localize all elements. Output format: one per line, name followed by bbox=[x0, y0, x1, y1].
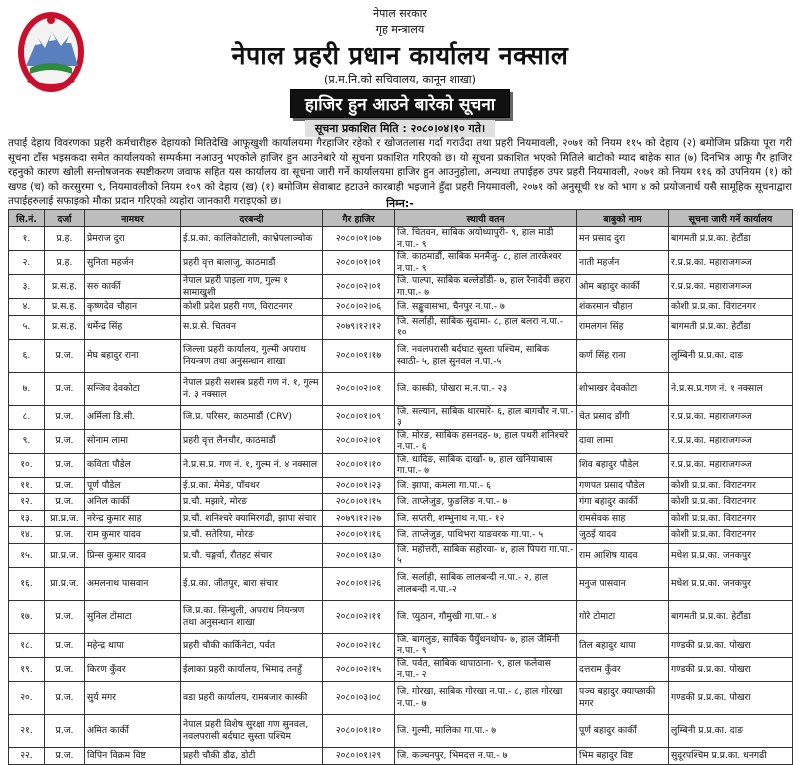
issuing-office-cell: बागमती प्र.प्र.का. हेटौंडा bbox=[669, 600, 793, 633]
posting-cell: प्र.चौ. चङ्गर्वा, रौतहट संचार bbox=[181, 543, 323, 567]
name-cell: किरण कुँवर bbox=[85, 657, 181, 681]
absent-date-cell: २०८०।०१।१५ bbox=[323, 494, 395, 511]
table-row bbox=[9, 315, 793, 339]
column-header: दर्जा bbox=[45, 210, 85, 227]
table-row bbox=[9, 405, 793, 429]
rank-cell: प्र.ज. bbox=[45, 600, 85, 633]
posting-cell: स.प्र.से. चितवन bbox=[181, 315, 323, 339]
address-cell: जि. ताप्लेजुङ, पाथिभरा याङवरक गा.पा.- ५ bbox=[395, 527, 577, 544]
table-row bbox=[9, 747, 793, 764]
rank-cell: प्र.स.ह. bbox=[45, 299, 85, 316]
issuing-office-cell: र.प्र.प्र.का. महाराजगञ्ज bbox=[669, 453, 793, 477]
rank-cell: प्रा.प्र.ज. bbox=[45, 567, 85, 600]
name-cell: महेन्द्र थापा bbox=[85, 633, 181, 657]
absent-date-cell: २०८०।०२।०१ bbox=[323, 275, 395, 299]
posting-cell: कोशी प्रदेश प्रहरी गण, विराटनगर bbox=[181, 299, 323, 316]
serial-cell: १५. bbox=[9, 543, 45, 567]
rank-cell: प्र.ज. bbox=[45, 477, 85, 494]
name-cell: कविता पौडेल bbox=[85, 453, 181, 477]
table-row bbox=[9, 633, 793, 657]
name-cell: नरेन्द्र कुमार साह bbox=[85, 510, 181, 527]
father-name-cell: ओम बहादुर कार्की bbox=[577, 275, 669, 299]
name-cell: सन्जिव देवकोटा bbox=[85, 372, 181, 405]
serial-cell: १४. bbox=[9, 527, 45, 544]
rank-cell: प्र.ज. bbox=[45, 747, 85, 764]
absent-date-cell: २०८०।०१।१७ bbox=[323, 339, 395, 372]
rank-cell: प्रा.प्र.ज. bbox=[45, 510, 85, 527]
serial-cell: १७. bbox=[9, 600, 45, 633]
serial-cell: २. bbox=[9, 251, 45, 275]
address-cell: जि. सर्लाही, साबिक सुदामा- ८, हाल बलरा न.पा.- १० bbox=[395, 315, 577, 339]
table-row bbox=[9, 372, 793, 405]
address-cell: जि. महोत्तरी, साबिक सहोरवा- ४, हाल पिपरा गा.पा.- ५ bbox=[395, 543, 577, 567]
posting-cell: प्रहरी चौकी डौढ, डोटी bbox=[181, 747, 323, 764]
posting-cell: प्रहरी वृत्त बालाजु, काठमाडौं bbox=[181, 251, 323, 275]
name-cell: विपिन विक्रम विष्ट bbox=[85, 747, 181, 764]
posting-cell: प्र.चौ. शनिश्चरे क्यामिरगढी, झापा संचार bbox=[181, 510, 323, 527]
name-cell: प्रिन्स कुमार यादव bbox=[85, 543, 181, 567]
name-cell: धर्मेन्द्र सिंह bbox=[85, 315, 181, 339]
table-header-row bbox=[9, 210, 793, 227]
posting-cell: प्रहरी वृत्त लैनचौर, काठमाडौं bbox=[181, 429, 323, 453]
address-cell: जि. धादिङ, साबिक दार्खा- ७, हाल खनियाबास गा.पा.- ७ bbox=[395, 453, 577, 477]
father-name-cell: राम आशिष यादव bbox=[577, 543, 669, 567]
issuing-office-cell: कोशी प्र.प्र.का. विराटनगर bbox=[669, 494, 793, 511]
absent-date-cell: २०८०।०१।०१ bbox=[323, 251, 395, 275]
notice-body: तपाई देहाय विवरणका प्रहरी कर्मचारीहरु देहायको मितिदेखि आफूखुशी कार्यालयमा गैरहाजिर रहेको र खोजतलास गर्दा गराउँदा तथा प्रहरी नियमावली, २०७१ को नियम ११५ को देहाय (२) बमोजिम प्रक्रिया पूरा गरी सूचना टाँस भइसकदा समेत कार्यालयको सम्पर्कमा नआउनु भएकोले हाजिर हुन आउनेबारे यो सूचना प्रकाशित गरिएको छ। यो सूचना प्रकाशित भएको मितिले बाटोको म्याद बाहेक सात (७) दिनभित्र आफू गैर हाजिर रहनुको कारण खोली सन्तोषजनक स्पष्टीकरण जवाफ सहित यस कार्यालय वा सूचना जारी गर्ने कार्यालयमा हाजिर हुन आउनुहोला, अन्यथा तपाईहरु उपर प्रहरी नियमावली, २०७१ को नियम ११६ को उपनियम (१) को खण्ड (च) को करसुरमा ९, नियमावलीको नियम १०९ को देहाय (ख) (१) बमोजिम सेवाबाट हटाउने कारबाही भइजाने हुँदा प्रहरी नियमावली, २०७१ को अनुसूची १४ को भाग ४ को प्रयोजनार्थ यसै सामूहिक सूचनाद्वारा तपाईहरुलाई सफाइको मौका प्रदान गरिएको व्यहोरा जानकारी गराइएको छ। bbox=[8, 138, 792, 207]
absent-date-cell: २०८०।०२।०१ bbox=[323, 372, 395, 405]
absent-date-cell: २०८०।०१।२९ bbox=[323, 747, 395, 764]
table-row bbox=[9, 429, 793, 453]
absent-date-cell: २०८०।०२।१८ bbox=[323, 633, 395, 657]
address-cell: जि. कास्की, पोखरा म.न.पा.- २३ bbox=[395, 372, 577, 405]
address-cell: जि. पर्वत, साबिक थापाठाना- ९, हाल फलेवास न.पा.- २ bbox=[395, 657, 577, 681]
serial-cell: १. bbox=[9, 227, 45, 251]
rank-cell: प्र.स.ह. bbox=[45, 315, 85, 339]
absent-date-cell: २०८०।०२।०१ bbox=[323, 429, 395, 453]
serial-cell: ४. bbox=[9, 299, 45, 316]
name-cell: कृष्णदेव चौहान bbox=[85, 299, 181, 316]
issuing-office-cell: र.प्र.प्र.का. महाराजगञ्ज bbox=[669, 429, 793, 453]
father-name-cell: दत्तराम कुँवर bbox=[577, 657, 669, 681]
absent-date-cell: २०८०।०१।३० bbox=[323, 543, 395, 567]
serial-cell: १८. bbox=[9, 633, 45, 657]
rank-cell: प्र.स.ह. bbox=[45, 275, 85, 299]
issuing-office-cell: गण्डकी प्र.प्र.का. पोखरा bbox=[669, 681, 793, 714]
address-cell: जि. गुल्मी, मालिका गा.पा.- ७ bbox=[395, 714, 577, 747]
column-header: सि.नं. bbox=[9, 210, 45, 227]
issuing-office-cell: कोशी प्र.प्र.का. विराटनगर bbox=[669, 510, 793, 527]
issuing-office-cell: लुम्बिनी प्र.प्र.का. दाङ bbox=[669, 339, 793, 372]
father-name-cell: शंकरमान चौहान bbox=[577, 299, 669, 316]
name-cell: राम कुमार यादव bbox=[85, 527, 181, 544]
publication-date: सूचना प्रकाशित मिति : २०८०।०४।१० गते। bbox=[305, 120, 495, 137]
name-cell: अर्मिला डि.सी. bbox=[85, 405, 181, 429]
serial-cell: ५. bbox=[9, 315, 45, 339]
table-row bbox=[9, 681, 793, 714]
ministry-name: गृह मन्त्रालय bbox=[375, 23, 425, 36]
rank-cell: प्र.ज. bbox=[45, 339, 85, 372]
father-name-cell: कर्ण सिंह राना bbox=[577, 339, 669, 372]
serial-cell: १३. bbox=[9, 510, 45, 527]
address-cell: जि. बागलुङ, साबिक पैयुँथनथोप- ७, हाल जैमिनी न.पा.- ९ bbox=[395, 633, 577, 657]
issuing-office-cell: गण्डकी प्र.प्र.का. पोखरा bbox=[669, 657, 793, 681]
father-name-cell: दावा लामा bbox=[577, 429, 669, 453]
posting-cell: जि.प्र.का. सिन्धुली, अपराध नियन्त्रण तथा अनुसन्धान शाखा bbox=[181, 600, 323, 633]
issuing-office-cell: मधेश प्र.प्र.का. जनकपुर bbox=[669, 543, 793, 567]
name-cell: पूर्ण पौडेल bbox=[85, 477, 181, 494]
address-cell: जि. पाल्पा, साबिक बल्लेडाँडी- ७, हाल रैनादेवी छहरा गा.पा.- ७ bbox=[395, 275, 577, 299]
rank-cell: प्र.ज. bbox=[45, 372, 85, 405]
table-row bbox=[9, 510, 793, 527]
serial-cell: ९. bbox=[9, 429, 45, 453]
address-cell: जि. कञ्चनपुर, भिमदत्त न.पा.- ७ bbox=[395, 747, 577, 764]
government-name: नेपाल सरकार bbox=[373, 7, 427, 20]
father-name-cell: गणपत प्रसाद पौडेल bbox=[577, 477, 669, 494]
table-row bbox=[9, 227, 793, 251]
absent-date-cell: २०८०।०१।०७ bbox=[323, 227, 395, 251]
table-row bbox=[9, 275, 793, 299]
serial-cell: २१. bbox=[9, 714, 45, 747]
table-row bbox=[9, 477, 793, 494]
rank-cell: प्र.ज. bbox=[45, 527, 85, 544]
father-name-cell: गोरे टोमाटा bbox=[577, 600, 669, 633]
father-name-cell: शोभाखर देवकोटा bbox=[577, 372, 669, 405]
posting-cell: ई.प्र.का. जीतपुर, बारा संचार bbox=[181, 567, 323, 600]
serial-cell: १६. bbox=[9, 567, 45, 600]
father-name-cell: जुठई यादव bbox=[577, 527, 669, 544]
column-header: स्थायी वतन bbox=[395, 210, 577, 227]
absent-date-cell: २०८०।०१।१० bbox=[323, 453, 395, 477]
posting-cell: नेपाल प्रहरी सशस्त्र प्रहरी गण नं. १, गुल्म नं. ३ नक्साल bbox=[181, 372, 323, 405]
table-row bbox=[9, 251, 793, 275]
absentee-table bbox=[8, 209, 793, 765]
serial-cell: ६. bbox=[9, 339, 45, 372]
name-cell: सरु कार्की bbox=[85, 275, 181, 299]
address-cell: जि. मोरङ, साबिक हसनदह- ७, हाल पथरी शनिश्चरे न.पा.- ६ bbox=[395, 429, 577, 453]
address-cell: जि. ताप्लेजुङ, फुङलिङ न.पा.- ७ bbox=[395, 494, 577, 511]
absent-date-cell: २०८०।०१।१६ bbox=[323, 527, 395, 544]
table-row bbox=[9, 543, 793, 567]
father-name-cell: रामसेवक साह bbox=[577, 510, 669, 527]
list-heading: निम्न:- bbox=[386, 197, 414, 210]
issuing-office-cell: मधेश प्र.प्र.का. जनकपुर bbox=[669, 567, 793, 600]
serial-cell: १९. bbox=[9, 657, 45, 681]
father-name-cell: पञ्च बहादुर क्याप्छाकी मगर bbox=[577, 681, 669, 714]
address-cell: जि. सङ्खुवासभा, चैनपुर न.पा.- ७ bbox=[395, 299, 577, 316]
rank-cell: प्रा.प्र.ज. bbox=[45, 543, 85, 567]
issuing-office-cell: बागमती प्र.प्र.का. हेटौंडा bbox=[669, 227, 793, 251]
branch-name: (प्र.म.नि.को सचिवालय, कानून शाखा) bbox=[324, 73, 476, 86]
father-name-cell: गंगा बहादुर कार्की bbox=[577, 494, 669, 511]
address-cell: जि. नवलपरासी बर्दघाट सुस्ता पश्चिम, साबिक स्वाठी- ५, हाल सुनवल न.पा.-५ bbox=[395, 339, 577, 372]
posting-cell: ई.प्र.का. मेमेङ, पाँचथर bbox=[181, 477, 323, 494]
column-header: सूचना जारी गर्ने कार्यालय bbox=[669, 210, 793, 227]
name-cell: प्रेमराज दुरा bbox=[85, 227, 181, 251]
rank-cell: प्र.ज. bbox=[45, 657, 85, 681]
posting-cell: नेपाल प्रहरी पाइला गण, गुल्म १ सामाखुशी bbox=[181, 275, 323, 299]
issuing-office-cell: ने.प्र.स.प्र.गण नं. १ नक्साल bbox=[669, 372, 793, 405]
address-cell: जि. प्युठान, गौमुखी गा.पा.- ४ bbox=[395, 600, 577, 633]
table-row bbox=[9, 494, 793, 511]
name-cell: मेघ बहादुर राना bbox=[85, 339, 181, 372]
posting-cell: ई.प्र.का. कालिकोटाली, काभ्रेपलाञ्चोक bbox=[181, 227, 323, 251]
serial-cell: २०. bbox=[9, 681, 45, 714]
posting-cell: जि.प्र. परिसर, काठमाडौं (CRV) bbox=[181, 405, 323, 429]
father-name-cell: मनुज पासवान bbox=[577, 567, 669, 600]
issuing-office-cell: कोशी प्र.प्र.का. विराटनगर bbox=[669, 477, 793, 494]
posting-cell: ईलाका प्रहरी कार्यालय, भिमाद तनहुँ bbox=[181, 657, 323, 681]
name-cell: सुनिता महर्जन bbox=[85, 251, 181, 275]
address-cell: जि. चितवन, साबिक अयोध्यापुरी- ९, हाल माडी न.पा.- ९ bbox=[395, 227, 577, 251]
absent-date-cell: २०८०।०२।०६ bbox=[323, 299, 395, 316]
absent-date-cell: २०७९।१२।२७ bbox=[323, 510, 395, 527]
absent-date-cell: २०८०।०२।१५ bbox=[323, 657, 395, 681]
name-cell: अमलनाथ पासवान bbox=[85, 567, 181, 600]
name-cell: सुनिल टोमाटा bbox=[85, 600, 181, 633]
issuing-office-cell: कोशी प्र.प्र.का. विराटनगर bbox=[669, 527, 793, 544]
name-cell: अमित कार्की bbox=[85, 714, 181, 747]
absent-date-cell: २०८०।०१।२६ bbox=[323, 567, 395, 600]
father-name-cell: भिम बहादुर विष्ट bbox=[577, 747, 669, 764]
posting-cell: ने.प्र.स.प्र. गण नं. १, गुल्म नं. ४ नक्साल bbox=[181, 453, 323, 477]
serial-cell: १२. bbox=[9, 494, 45, 511]
father-name-cell: पूर्ण बहादुर कार्की bbox=[577, 714, 669, 747]
father-name-cell: नाती महर्जन bbox=[577, 251, 669, 275]
issuing-office-cell: गण्डकी प्र.प्र.का. पोखरा bbox=[669, 633, 793, 657]
column-header: नामथर bbox=[85, 210, 181, 227]
absent-date-cell: २०८०।०१।२३ bbox=[323, 477, 395, 494]
table-row bbox=[9, 567, 793, 600]
absent-date-cell: २०८०।०१।१० bbox=[323, 714, 395, 747]
father-name-cell: मन प्रसाद दुरा bbox=[577, 227, 669, 251]
rank-cell: प्र.ज. bbox=[45, 494, 85, 511]
father-name-cell: शिव बहादुर पौडेल bbox=[577, 453, 669, 477]
absent-date-cell: २०८०।०३।०८ bbox=[323, 681, 395, 714]
table-row bbox=[9, 657, 793, 681]
name-cell: सोनाम लामा bbox=[85, 429, 181, 453]
issuing-office-cell: बागमती प्र.प्र.का. हेटौंडा bbox=[669, 315, 793, 339]
rank-cell: प्र.ज. bbox=[45, 633, 85, 657]
table-row bbox=[9, 453, 793, 477]
posting-cell: जिल्ला प्रहरी कार्यालय, गुल्मी अपराध नियन्त्रण तथा अनुसन्धान शाखा bbox=[181, 339, 323, 372]
table-row bbox=[9, 339, 793, 372]
posting-cell: प्र.चौ. सतेरिया, मोरङ bbox=[181, 527, 323, 544]
address-cell: जि. सल्यान, साबिक थारमारे- ६, हाल बागचौर न.पा.- ३ bbox=[395, 405, 577, 429]
address-cell: जि. गोरखा, साबिक गोरखा न.पा.- ८, हाल गोरखा न.पा.- ७ bbox=[395, 681, 577, 714]
absent-date-cell: २०७९।१२।१२ bbox=[323, 315, 395, 339]
address-cell: जि. सप्तरी, शम्भुनाथ न.पा.- १२ bbox=[395, 510, 577, 527]
posting-cell: प्रहरी चौकी कार्किनेटा, पर्वत bbox=[181, 633, 323, 657]
father-name-cell: रामलगन सिंह bbox=[577, 315, 669, 339]
table-row bbox=[9, 600, 793, 633]
serial-cell: ८. bbox=[9, 405, 45, 429]
issuing-office-cell: र.प्र.प्र.का. महाराजगञ्ज bbox=[669, 251, 793, 275]
issuing-office-cell: सुदूरपश्चिम प्र.प्र.का. धनगढी bbox=[669, 747, 793, 764]
rank-cell: प्र.ज. bbox=[45, 714, 85, 747]
address-cell: जि. काठमाडौं, साबिक मनमैजु- ८, हाल तारकेश्वर न.पा.- ९ bbox=[395, 251, 577, 275]
table-row bbox=[9, 299, 793, 316]
table-row bbox=[9, 714, 793, 747]
rank-cell: प्र.ज. bbox=[45, 453, 85, 477]
posting-cell: नेपाल प्रहरी विशेष सुरक्षा गण सुनवल, नवलपरासी बर्दघाट सुस्ता पश्चिम bbox=[181, 714, 323, 747]
rank-cell: प्र.ज. bbox=[45, 405, 85, 429]
table-row bbox=[9, 527, 793, 544]
rank-cell: प्र.ज. bbox=[45, 681, 85, 714]
name-cell: सुर्य मगर bbox=[85, 681, 181, 714]
issuing-office-cell: र.प्र.प्र.का. महाराजगञ्ज bbox=[669, 275, 793, 299]
issuing-office-cell: र.प्र.प्र.का. महाराजगञ्ज bbox=[669, 405, 793, 429]
rank-cell: प्र.ह. bbox=[45, 227, 85, 251]
issuing-office-cell: लुम्बिनी प्र.प्र.का. दाङ bbox=[669, 714, 793, 747]
notice-header bbox=[0, 0, 800, 140]
office-title: नेपाल प्रहरी प्रधान कार्यालय नक्साल bbox=[231, 41, 569, 70]
address-cell: जि. सर्लाही, साबिक लालबन्दी न.पा.- २, हाल लालबन्दी न.पा.-२ bbox=[395, 567, 577, 600]
posting-cell: प्र.चौ. मझारे, मोरङ bbox=[181, 494, 323, 511]
serial-cell: १०. bbox=[9, 453, 45, 477]
column-header: गैर हाजिर bbox=[323, 210, 395, 227]
issuing-office-cell: कोशी प्र.प्र.का. विराटनगर bbox=[669, 299, 793, 316]
serial-cell: ७. bbox=[9, 372, 45, 405]
column-header: दरबन्दी bbox=[181, 210, 323, 227]
column-header: बाबुको नाम bbox=[577, 210, 669, 227]
serial-cell: ११. bbox=[9, 477, 45, 494]
address-cell: जि. झापा, कमला गा.पा.- ६ bbox=[395, 477, 577, 494]
serial-cell: २२. bbox=[9, 747, 45, 764]
serial-cell: ३. bbox=[9, 275, 45, 299]
posting-cell: वडा प्रहरी कार्यालय, रामबजार कास्की bbox=[181, 681, 323, 714]
notice-banner: हाजिर हुन आउने बारेको सूचना bbox=[290, 89, 510, 118]
rank-cell: प्र.ज. bbox=[45, 429, 85, 453]
name-cell: अनिल कार्की bbox=[85, 494, 181, 511]
father-name-cell: चेत प्रसाद डाँगी bbox=[577, 405, 669, 429]
absent-date-cell: २०८०।०१।०९ bbox=[323, 405, 395, 429]
rank-cell: प्र.ह. bbox=[45, 251, 85, 275]
absent-date-cell: २०८०।०२।११ bbox=[323, 600, 395, 633]
father-name-cell: तिल बहादुर थापा bbox=[577, 633, 669, 657]
